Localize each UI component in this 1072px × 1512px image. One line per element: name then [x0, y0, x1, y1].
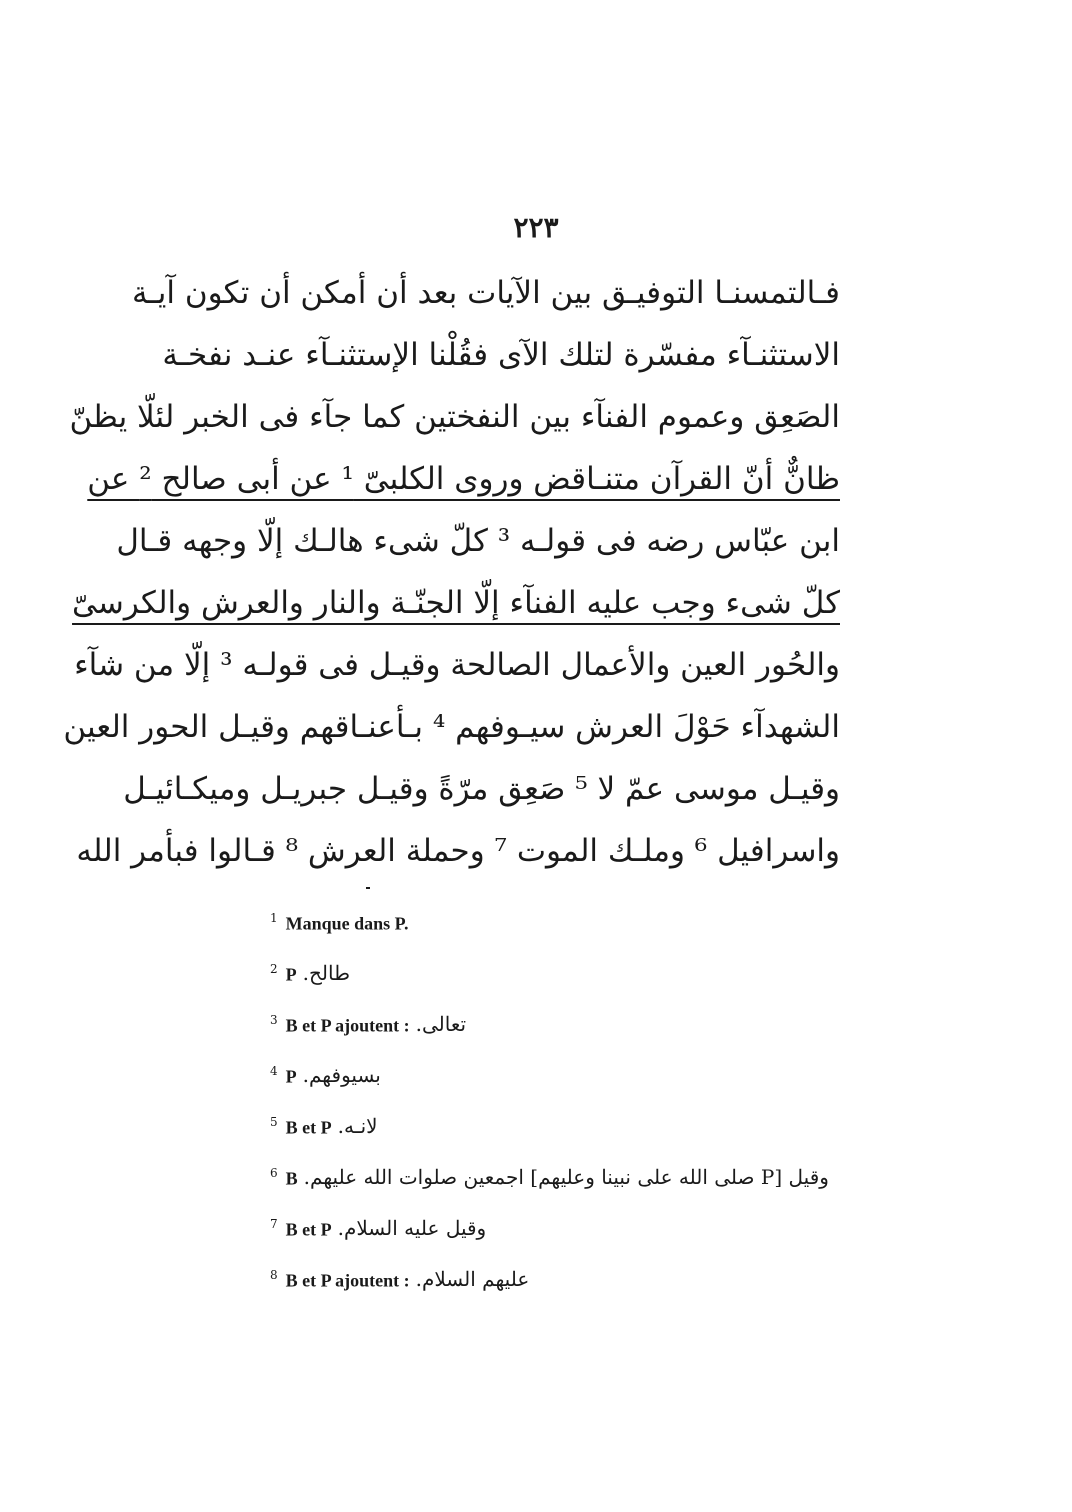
- footnote-item: [270, 1206, 870, 1257]
- footnote-arabic: لانـه.: [337, 1114, 378, 1139]
- text-line: كلّ شىء وجب عليه الفنآء إلّا الجنّـة والنار والعرش والكرسىّ: [72, 585, 840, 621]
- page-number: ۲۲۳: [513, 211, 559, 244]
- footnote-number: 1: [270, 911, 278, 925]
- footnote-item: [270, 900, 870, 951]
- footnote-latin: B et P: [285, 1219, 332, 1240]
- footnote-number: 2: [270, 962, 278, 976]
- footnote-latin: B et P: [285, 1117, 332, 1138]
- footnote-item: [270, 951, 870, 1002]
- footnote-latin: P: [285, 1066, 297, 1087]
- footnote-number: 5: [270, 1115, 278, 1129]
- footnote-arabic: عليهم السلام.: [415, 1267, 530, 1292]
- footnotes: [270, 900, 870, 1308]
- text-line: ظانٌّ أنّ القرآن متنـاقض وروى الكلبىّ ¹ عن أبى صالح ² عن: [87, 461, 840, 497]
- footnote-number: 3: [270, 1013, 278, 1027]
- footnote-item: [270, 1155, 870, 1206]
- footnote-number: 7: [270, 1217, 278, 1231]
- footnote-number: 6: [270, 1166, 278, 1180]
- footnote-latin: Manque dans P.: [285, 913, 409, 934]
- text-line: الشهدآء حَوْلَ العرش سيـوفهم ⁴ بـأعنـاقهم وقيـل الحور العين: [63, 709, 840, 745]
- footnote-item: [270, 1002, 870, 1053]
- footnote-latin: P: [285, 964, 297, 985]
- text-line: ابن عبّاس رضه فى قولـه ³ كلّ شىء هالـك إلّا وجهه قـال: [116, 523, 840, 559]
- text-line: الصَعِق وعموم الفنآء بين النفختين كما جآء فى الخبر لئلّا يظنّ: [69, 399, 840, 435]
- footnote-separator: [366, 887, 370, 889]
- footnote-item: [270, 1257, 870, 1308]
- footnote-arabic: وقيل عليه السلام.: [337, 1216, 487, 1241]
- footnote-arabic: وقيل [P صلى الله على نبينا وعليهم] اجمعين صلوات الله عليهم.: [303, 1165, 829, 1190]
- text-line: واسرافيل ⁶ وملـك الموت ⁷ وحملة العرش ⁸ قـالوا فبأمر الله: [76, 833, 840, 869]
- footnote-latin: B: [285, 1168, 298, 1189]
- footnote-item: [270, 1104, 870, 1155]
- footnote-arabic: طالح.: [302, 961, 351, 986]
- text-line: فـالتمسنـا التوفيـق بين الآيات بعد أن أمكن أن تكون آيـة: [132, 275, 840, 311]
- footnote-latin: B et P ajoutent :: [285, 1015, 410, 1036]
- text-line: الاستثنـآء مفسّرة لتلك الآى فقُلْنا الإستثنـآء عنـد نفخـة: [162, 337, 840, 373]
- text-line: والحُور العين والأعمال الصالحة وقيـل فى قولـه ³ إلّا من شآء: [74, 647, 840, 683]
- main-text-block: [63, 262, 840, 882]
- footnote-number: 8: [270, 1268, 278, 1282]
- text-line: وقيـل موسى عمّ لا ⁵ صَعِق مرّةً وقيـل جبريـل وميكـائيـل: [123, 771, 840, 807]
- footnote-item: [270, 1053, 870, 1104]
- footnote-arabic: تعالى.: [415, 1012, 467, 1037]
- footnote-number: 4: [270, 1064, 278, 1078]
- footnote-arabic: بسيوفهم.: [302, 1063, 381, 1088]
- footnote-latin: B et P ajoutent :: [285, 1270, 410, 1291]
